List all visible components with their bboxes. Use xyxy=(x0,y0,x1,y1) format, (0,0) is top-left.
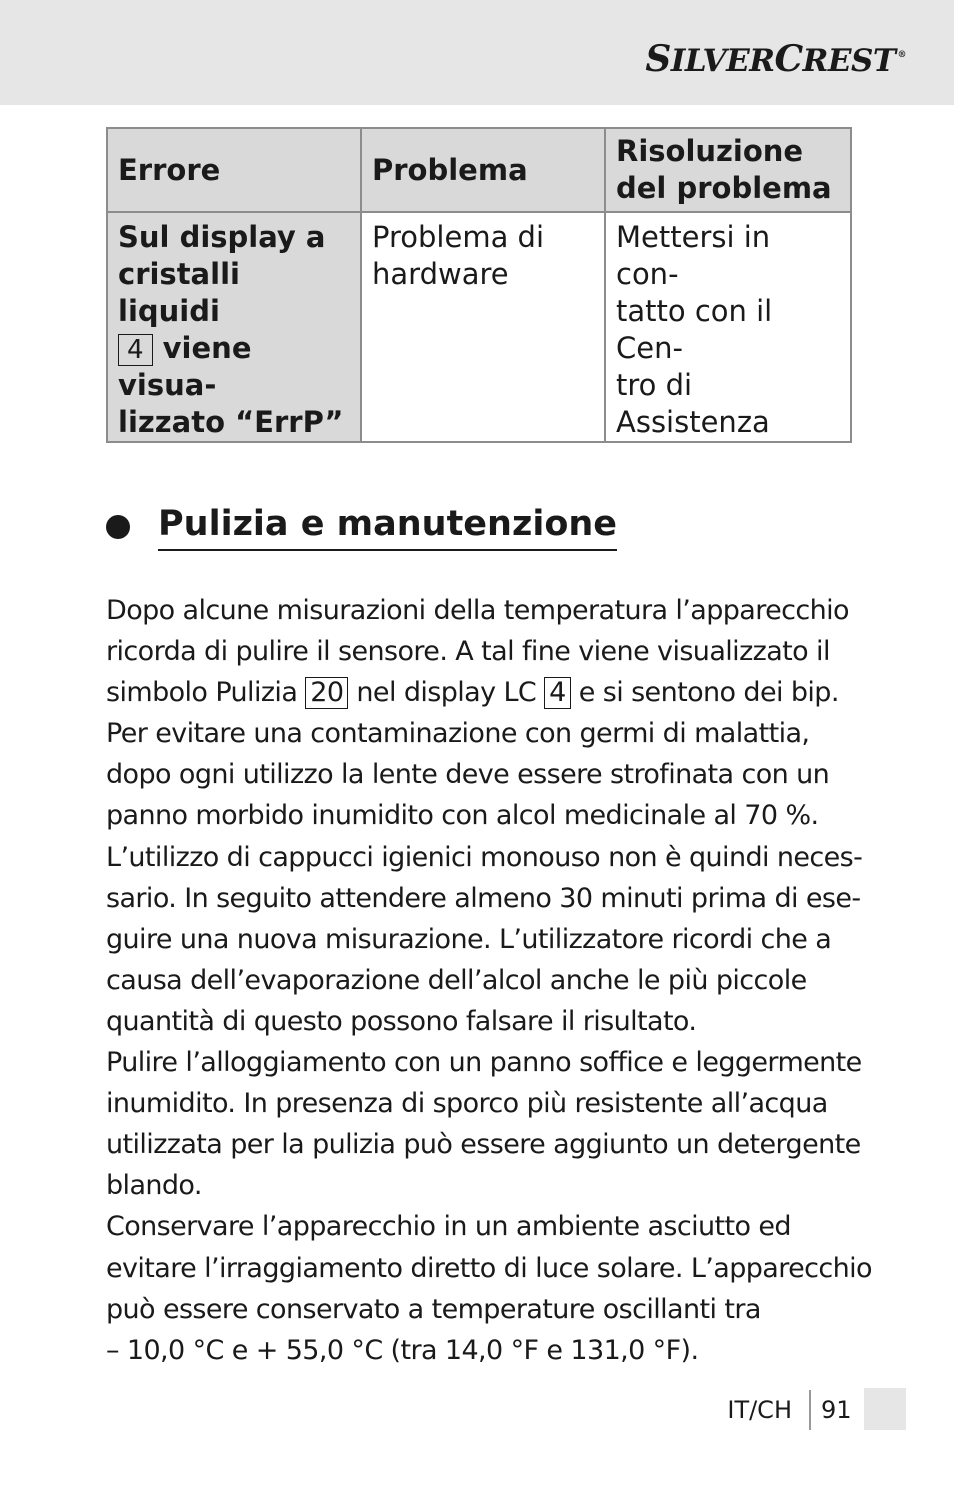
brand-initial-c: C xyxy=(774,38,803,80)
page-tab-marker xyxy=(864,1388,906,1430)
header-cell-solution: Risoluzione del problema xyxy=(605,128,851,212)
display-reference-box: 4 xyxy=(118,334,153,366)
text-segment: nel display LC xyxy=(348,677,545,709)
error-line: viene visua- xyxy=(118,331,252,402)
body-line: panno morbido inumidito con alcol medicinale al 70 %. xyxy=(106,800,819,832)
body-line: causa dell’evaporazione dell’alcol anche le più piccole xyxy=(106,964,807,996)
text-segment: e si sentono dei bip. xyxy=(570,677,839,709)
problem-line: Problema di xyxy=(372,220,545,254)
header-cell-problem: Problema xyxy=(361,128,605,212)
body-line: guire una nuova misurazione. L’utilizzatore ricordi che a xyxy=(106,923,832,955)
solution-line: tatto con il Cen- xyxy=(616,294,773,365)
solution-line: Assistenza xyxy=(616,405,770,439)
solution-cell xyxy=(605,212,851,442)
brand-initial-s: S xyxy=(645,38,671,80)
body-line: L’utilizzo di cappucci igienici monouso non è quindi neces- xyxy=(106,841,863,873)
body-line: Pulire l’alloggiamento con un panno soffice e leggermente xyxy=(106,1047,862,1079)
table-row xyxy=(107,212,851,442)
brand-text-crest: REST xyxy=(802,43,896,79)
solution-line: tro di xyxy=(616,368,693,402)
error-line: lizzato “ErrP” xyxy=(118,405,344,439)
section-title: Pulizia e manutenzione xyxy=(158,503,617,551)
body-line: quantità di questo possono falsare il risultato. xyxy=(106,1005,697,1037)
brand-logo xyxy=(645,38,906,80)
text-segment: simbolo Pulizia xyxy=(106,677,306,709)
error-cell xyxy=(107,212,361,442)
body-text xyxy=(106,590,872,1371)
body-line: può essere conservato a temperature oscillanti tra xyxy=(106,1293,761,1325)
footer-language: IT/CH xyxy=(727,1396,792,1424)
display-reference-box: 4 xyxy=(544,677,571,709)
body-line: inumidito. In presenza di sporco più resistente all’acqua xyxy=(106,1088,828,1120)
body-line xyxy=(106,672,866,713)
cleaning-symbol-reference: 20 xyxy=(305,677,348,709)
body-line: sario. In seguito attendere almeno 30 minuti prima di ese- xyxy=(106,882,861,914)
error-line: cristalli liquidi xyxy=(118,257,240,328)
body-line: Per evitare una contaminazione con germi di malattia, xyxy=(106,718,810,750)
body-line: dopo ogni utilizzo la lente deve essere strofinata con un xyxy=(106,759,830,791)
header-cell-error: Errore xyxy=(107,128,361,212)
footer-divider xyxy=(809,1390,811,1430)
page-number: 91 xyxy=(821,1396,852,1424)
body-line: Dopo alcune misurazioni della temperatura l’apparecchio xyxy=(106,595,849,626)
problem-cell xyxy=(361,212,605,442)
table-header-row xyxy=(107,128,851,212)
troubleshooting-table xyxy=(106,127,852,443)
section-heading xyxy=(106,503,617,551)
body-line: utilizzata per la pulizia può essere aggiunto un detergente xyxy=(106,1129,861,1161)
body-line: ricorda di pulire il sensore. A tal fine viene visualizzato il xyxy=(106,636,830,668)
brand-text-silver: ILVER xyxy=(670,43,775,79)
error-line: Sul display a xyxy=(118,220,326,254)
body-line: Conservare l’apparecchio in un ambiente asciutto ed xyxy=(106,1211,791,1243)
bullet-icon xyxy=(106,515,130,539)
body-line: – 10,0 °C e + 55,0 °C (tra 14,0 °F e 131,0 °F). xyxy=(106,1334,699,1366)
registered-mark: ® xyxy=(897,50,906,60)
solution-line: Mettersi in con- xyxy=(616,220,771,291)
body-line: blando. xyxy=(106,1170,202,1202)
problem-line: hardware xyxy=(372,257,509,291)
body-line: evitare l’irraggiamento diretto di luce solare. L’apparecchio xyxy=(106,1252,872,1284)
